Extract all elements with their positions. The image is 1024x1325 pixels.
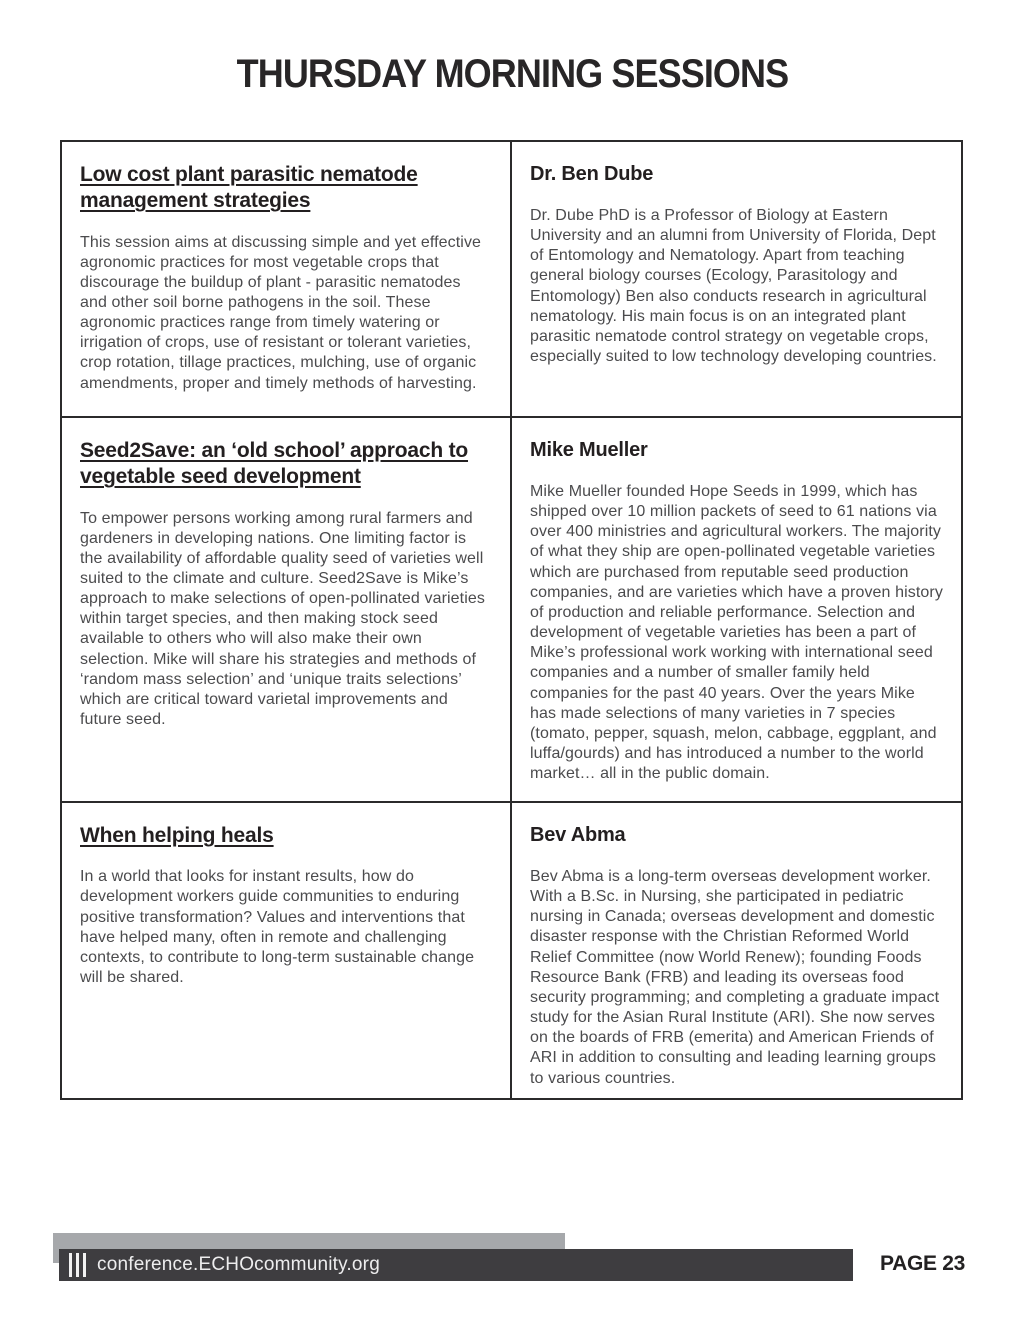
footer-bar (59, 1249, 853, 1281)
echo-logo-icon (69, 1253, 86, 1277)
speaker-cell-ben-dube (512, 142, 961, 418)
speaker-name: Dr. Ben Dube (530, 163, 654, 185)
session-title: When helping heals (80, 824, 274, 847)
speaker-bio: Dr. Dube PhD is a Professor of Biology at Eastern University and an alumni from University of Florida, Dept of Entomology and Nematology. Apart from teaching general biology courses (Ecology, Parasitology and Entomology) Ben also conducts research in agricultural nematology. His main focus is on an integrated plant parasitic nematode control strategy on vegetable crops, especially suited to low technology developing countries. (530, 207, 937, 366)
page-title: THURSDAY MORNING SESSIONS (236, 52, 788, 96)
speaker-bio: Bev Abma is a long-term overseas development worker. With a B.Sc. in Nursing, she participated in pediatric nursing in Canada; overseas development and domestic disaster response with the Christian Reformed World Relief Committee (now World Renew); founding Foods Resource Bank (FRB) and leading its overseas food security programming; and completing a graduate impact study for the Asian Rural Institute (ARI). She now serves on the boards of FRB (emerita) and American Friends of ARI in addition to consulting and leading learning groups to various countries. (530, 868, 940, 1087)
speaker-cell-bev-abma (512, 803, 961, 1098)
speaker-bio: Mike Mueller founded Hope Seeds in 1999, which has shipped over 10 million packets of seed to 61 nations via over 400 ministries and agricultural workers. The majority of what they ship are open-pollinated vegetable varieties which are purchased from reputable seed production companies, and are varieties which have a proven history of production and reliable performance. Selection and development of vegetable varieties has been a part of Mike’s professional work working with international seed companies and a number of smaller family held companies for the past 40 years. Over the years Mike has made selections of many varieties in 7 species (tomato, pepper, squash, melon, cabbage, eggplant, and luffa/gourds) and has introduced a number to the world market… all in the public domain. (530, 483, 943, 783)
session-description: To empower persons working among rural farmers and gardeners in developing nations. One limiting factor is the availability of affordable quality seed of varieties well suited to the climate and culture. Seed2Save is Mike’s approach to make selections of open-pollinated varieties within target species, and then making stock seed available to others who will also make their own selection. Mike will share his strategies and methods of ‘random mass selection’ and ‘unique traits selections’ which are critical toward varietal improvements and future seed. (80, 509, 485, 729)
session-description: In a world that looks for instant results, how do development workers guide communities to enduring positive transformation? Values and interventions that have helped many, often in remote and challenging contexts, to contribute to long-term sustainable change will be shared. (80, 868, 475, 987)
footer-url: conference.ECHOcommunity.org (97, 1254, 380, 1275)
speaker-name: Bev Abma (530, 824, 626, 846)
session-description: This session aims at discussing simple and yet effective agronomic practices for most vegetable crops that discourage the buildup of plant - parasitic nematodes and other soil borne pathogens in the soil. These agronomic practices range from timely watering or irrigation of crops, use of resistant or tolerant varieties, crop rotation, tillage practices, mulching, use of organic amendments, proper and timely methods of harvesting. (80, 233, 482, 392)
speaker-cell-mike-mueller (512, 418, 961, 803)
page-number: PAGE 23 (879, 1252, 965, 1275)
session-cell-seed2save (62, 418, 512, 803)
session-cell-nematode (62, 142, 512, 418)
sessions-table (60, 140, 963, 1100)
speaker-name: Mike Mueller (530, 439, 648, 461)
session-cell-when-helping-heals (62, 803, 512, 1098)
session-title: Seed2Save: an ‘old school’ approach to vegetable seed development (80, 439, 469, 489)
session-title: Low cost plant parasitic nematode management strategies (80, 163, 418, 213)
